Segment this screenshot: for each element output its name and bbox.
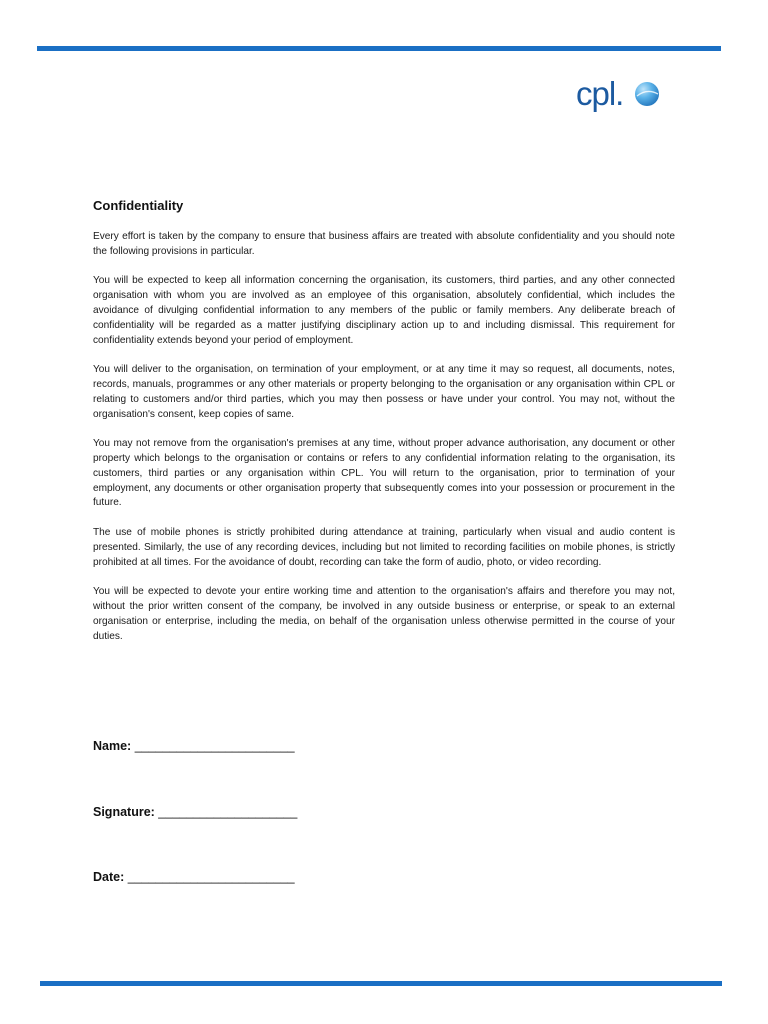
name-field	[93, 739, 295, 753]
name-label: Name:	[93, 739, 132, 753]
paragraph-mobile-phones: The use of mobile phones is strictly prohibited during attendance at training, particularly when visual and audio content is presented. Similarly, the use of any recording devices, including but not limited to recording facilities on mobile phones, is strictly prohibited at all times. For the avoidance of doubt, recording can take the form of audio, photo, or video recording.	[93, 526, 675, 568]
bottom-accent-rule	[40, 981, 722, 986]
paragraph-confidential-information: You will be expected to keep all information concerning the organisation, its customers, third parties, and any other connected organisation with whom you are involved as an employee of this organisation, absolutely confidential, which includes the avoidance of divulging confidential information to any members of the public or family members. Any deliberate breach of confidentiality will be regarded as a matter justifying disciplinary action up to and including dismissal. This requirement for confidentiality extends beyond your period of employment.	[93, 275, 675, 346]
signature-line: ____________________	[158, 805, 298, 819]
paragraph-property-removal: You may not remove from the organisation's premises at any time, without proper advance authorisation, any document or other property which belongs to the organisation or contains or refers to any confidential information relating to the organisation, its customers, third parties or any organisation within CPL. You will return to the organisation, prior to termination of your employment, any documents or other organisation property that subsequently comes into your possession or procurement in the future.	[93, 438, 675, 509]
date-line: ________________________	[127, 870, 295, 884]
paragraph-return-documents: You will deliver to the organisation, on termination of your employment, or at any time it may so request, all documents, notes, records, manuals, programmes or any other materials or property belonging to the organisation or any organisation within CPL or relating to customers and/or third parties, which you may then possess or have under your control. You may not, without the organisation's consent, keep copies of same.	[93, 364, 675, 420]
signature-field	[93, 805, 297, 819]
cpl-logo-icon	[576, 74, 664, 122]
date-field	[93, 870, 295, 884]
signature-label: Signature:	[93, 805, 155, 819]
cpl-logo	[576, 74, 664, 122]
document-title: Confidentiality	[93, 198, 184, 213]
top-accent-rule	[37, 46, 721, 51]
document-body	[93, 198, 675, 659]
date-label: Date:	[93, 870, 125, 884]
svg-text:cpl.: cpl.	[576, 75, 624, 112]
name-line: _______________________	[134, 739, 295, 753]
paragraph-intro: Every effort is taken by the company to ensure that business affairs are treated with absolute confidentiality and you should note the following provisions in particular.	[93, 231, 675, 257]
paragraph-working-time: You will be expected to devote your entire working time and attention to the organisation's affairs and therefore you may not, without the prior written consent of the company, be involved in any outside business or enterprise, or speak to an external organisation or enterprise, including the media, on behalf of the organisation unless otherwise permitted in the course of your duties.	[93, 586, 675, 642]
